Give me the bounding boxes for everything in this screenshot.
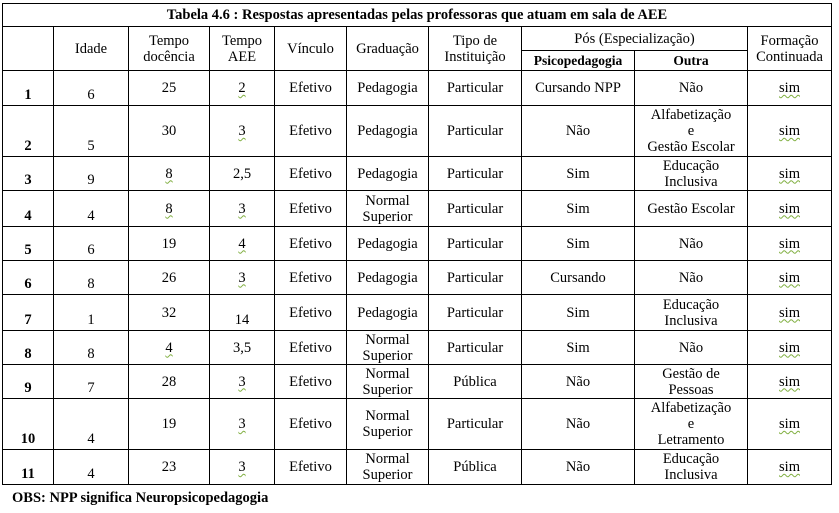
table-row (3, 261, 832, 295)
vinculo-cell: Efetivo (275, 191, 347, 227)
tempo-aee-cell: 4 (210, 227, 275, 261)
idade-cell: 6 (54, 71, 129, 106)
vinculo-cell: Efetivo (275, 71, 347, 106)
tipo-instituicao-cell: Particular (429, 106, 522, 157)
vinculo-cell: Efetivo (275, 261, 347, 295)
header-idade: Idade (54, 27, 129, 71)
tempo-docencia-cell: 8 (129, 157, 210, 191)
graduacao-cell: Normal Superior (347, 399, 429, 450)
tempo-docencia-cell: 32 (129, 295, 210, 331)
graduacao-cell: Pedagogia (347, 106, 429, 157)
outra-cell: Não (635, 261, 748, 295)
tempo-aee-cell: 3,5 (210, 331, 275, 365)
vinculo-cell: Efetivo (275, 450, 347, 485)
tempo-aee-cell: 3 (210, 450, 275, 485)
table-row (3, 450, 832, 485)
tipo-instituicao-cell: Particular (429, 295, 522, 331)
vinculo-cell: Efetivo (275, 106, 347, 157)
tipo-instituicao-cell: Pública (429, 365, 522, 399)
table-row (3, 71, 832, 106)
vinculo-cell: Efetivo (275, 399, 347, 450)
tempo-docencia-cell: 28 (129, 365, 210, 399)
tipo-instituicao-cell: Particular (429, 399, 522, 450)
table-row (3, 295, 832, 331)
header-graduacao: Graduação (347, 27, 429, 71)
psicopedagogia-cell: Sim (522, 227, 635, 261)
formacao-cell: sim (748, 331, 832, 365)
row-number: 10 (3, 399, 54, 450)
idade-cell: 8 (54, 331, 129, 365)
idade-cell: 9 (54, 157, 129, 191)
idade-cell: 5 (54, 106, 129, 157)
obs-note: OBS: NPP significa Neuropsicopedagogia (12, 490, 269, 506)
table-row (3, 157, 832, 191)
graduacao-cell: Pedagogia (347, 71, 429, 106)
psicopedagogia-cell: Cursando NPP (522, 71, 635, 106)
formacao-cell: sim (748, 227, 832, 261)
table-title: Tabela 4.6 : Respostas apresentadas pelas professoras que atuam em sala de AEE (3, 4, 832, 27)
formacao-cell: sim (748, 450, 832, 485)
row-number: 6 (3, 261, 54, 295)
tempo-docencia-cell: 25 (129, 71, 210, 106)
formacao-cell: sim (748, 157, 832, 191)
idade-cell: 4 (54, 399, 129, 450)
idade-cell: 4 (54, 450, 129, 485)
header-tempo-aee: Tempo AEE (210, 27, 275, 71)
tipo-instituicao-cell: Particular (429, 227, 522, 261)
vinculo-cell: Efetivo (275, 157, 347, 191)
tempo-aee-cell: 2,5 (210, 157, 275, 191)
vinculo-cell: Efetivo (275, 365, 347, 399)
graduacao-cell: Pedagogia (347, 295, 429, 331)
graduacao-cell: Normal Superior (347, 191, 429, 227)
row-number: 1 (3, 71, 54, 106)
graduacao-cell: Pedagogia (347, 227, 429, 261)
row-number: 2 (3, 106, 54, 157)
table-row (3, 399, 832, 450)
outra-cell: Gestão Escolar (635, 191, 748, 227)
outra-cell: Educação Inclusiva (635, 295, 748, 331)
psicopedagogia-cell: Não (522, 365, 635, 399)
header-tempo-docencia: Tempo docência (129, 27, 210, 71)
table-row (3, 227, 832, 261)
tempo-aee-cell: 3 (210, 106, 275, 157)
psicopedagogia-cell: Sim (522, 331, 635, 365)
formacao-cell: sim (748, 261, 832, 295)
tipo-instituicao-cell: Particular (429, 157, 522, 191)
tempo-aee-cell: 2 (210, 71, 275, 106)
tempo-aee-cell: 3 (210, 365, 275, 399)
outra-cell: Gestão de Pessoas (635, 365, 748, 399)
tempo-docencia-cell: 19 (129, 399, 210, 450)
header-pos: Pós (Especialização) (522, 27, 748, 51)
header-formacao: Formação Continuada (748, 27, 832, 71)
tempo-docencia-cell: 4 (129, 331, 210, 365)
tempo-docencia-cell: 26 (129, 261, 210, 295)
formacao-cell: sim (748, 191, 832, 227)
idade-cell: 4 (54, 191, 129, 227)
idade-cell: 6 (54, 227, 129, 261)
graduacao-cell: Normal Superior (347, 365, 429, 399)
row-number: 4 (3, 191, 54, 227)
psicopedagogia-cell: Não (522, 450, 635, 485)
psicopedagogia-cell: Sim (522, 157, 635, 191)
outra-cell: Educação Inclusiva (635, 450, 748, 485)
graduacao-cell: Pedagogia (347, 261, 429, 295)
outra-cell: Alfabetização e Gestão Escolar (635, 106, 748, 157)
vinculo-cell: Efetivo (275, 331, 347, 365)
tempo-aee-cell: 3 (210, 261, 275, 295)
aee-table (2, 3, 832, 485)
header-index (3, 27, 54, 71)
graduacao-cell: Normal Superior (347, 331, 429, 365)
tempo-aee-cell: 14 (210, 295, 275, 331)
outra-cell: Não (635, 331, 748, 365)
tempo-aee-cell: 3 (210, 399, 275, 450)
row-number: 3 (3, 157, 54, 191)
psicopedagogia-cell: Cursando (522, 261, 635, 295)
vinculo-cell: Efetivo (275, 227, 347, 261)
idade-cell: 8 (54, 261, 129, 295)
table-row (3, 191, 832, 227)
psicopedagogia-cell: Sim (522, 295, 635, 331)
tempo-docencia-cell: 19 (129, 227, 210, 261)
formacao-cell: sim (748, 71, 832, 106)
tempo-aee-cell: 3 (210, 191, 275, 227)
tempo-docencia-cell: 8 (129, 191, 210, 227)
outra-cell: Não (635, 227, 748, 261)
row-number: 5 (3, 227, 54, 261)
outra-cell: Alfabetização e Letramento (635, 399, 748, 450)
formacao-cell: sim (748, 365, 832, 399)
row-number: 7 (3, 295, 54, 331)
header-tipo-instituicao: Tipo de Instituição (429, 27, 522, 71)
graduacao-cell: Pedagogia (347, 157, 429, 191)
header-vinculo: Vínculo (275, 27, 347, 71)
tipo-instituicao-cell: Particular (429, 71, 522, 106)
row-number: 11 (3, 450, 54, 485)
outra-cell: Não (635, 71, 748, 106)
header-psicopedagogia: Psicopedagogia (522, 51, 635, 71)
formacao-cell: sim (748, 106, 832, 157)
tempo-docencia-cell: 23 (129, 450, 210, 485)
header-outra: Outra (635, 51, 748, 71)
tipo-instituicao-cell: Particular (429, 191, 522, 227)
tipo-instituicao-cell: Particular (429, 331, 522, 365)
formacao-cell: sim (748, 399, 832, 450)
psicopedagogia-cell: Não (522, 106, 635, 157)
idade-cell: 7 (54, 365, 129, 399)
row-number: 8 (3, 331, 54, 365)
table-row (3, 365, 832, 399)
idade-cell: 1 (54, 295, 129, 331)
tipo-instituicao-cell: Pública (429, 450, 522, 485)
tipo-instituicao-cell: Particular (429, 261, 522, 295)
row-number: 9 (3, 365, 54, 399)
vinculo-cell: Efetivo (275, 295, 347, 331)
tempo-docencia-cell: 30 (129, 106, 210, 157)
graduacao-cell: Normal Superior (347, 450, 429, 485)
formacao-cell: sim (748, 295, 832, 331)
table-row (3, 331, 832, 365)
table-row (3, 106, 832, 157)
psicopedagogia-cell: Não (522, 399, 635, 450)
outra-cell: Educação Inclusiva (635, 157, 748, 191)
psicopedagogia-cell: Sim (522, 191, 635, 227)
